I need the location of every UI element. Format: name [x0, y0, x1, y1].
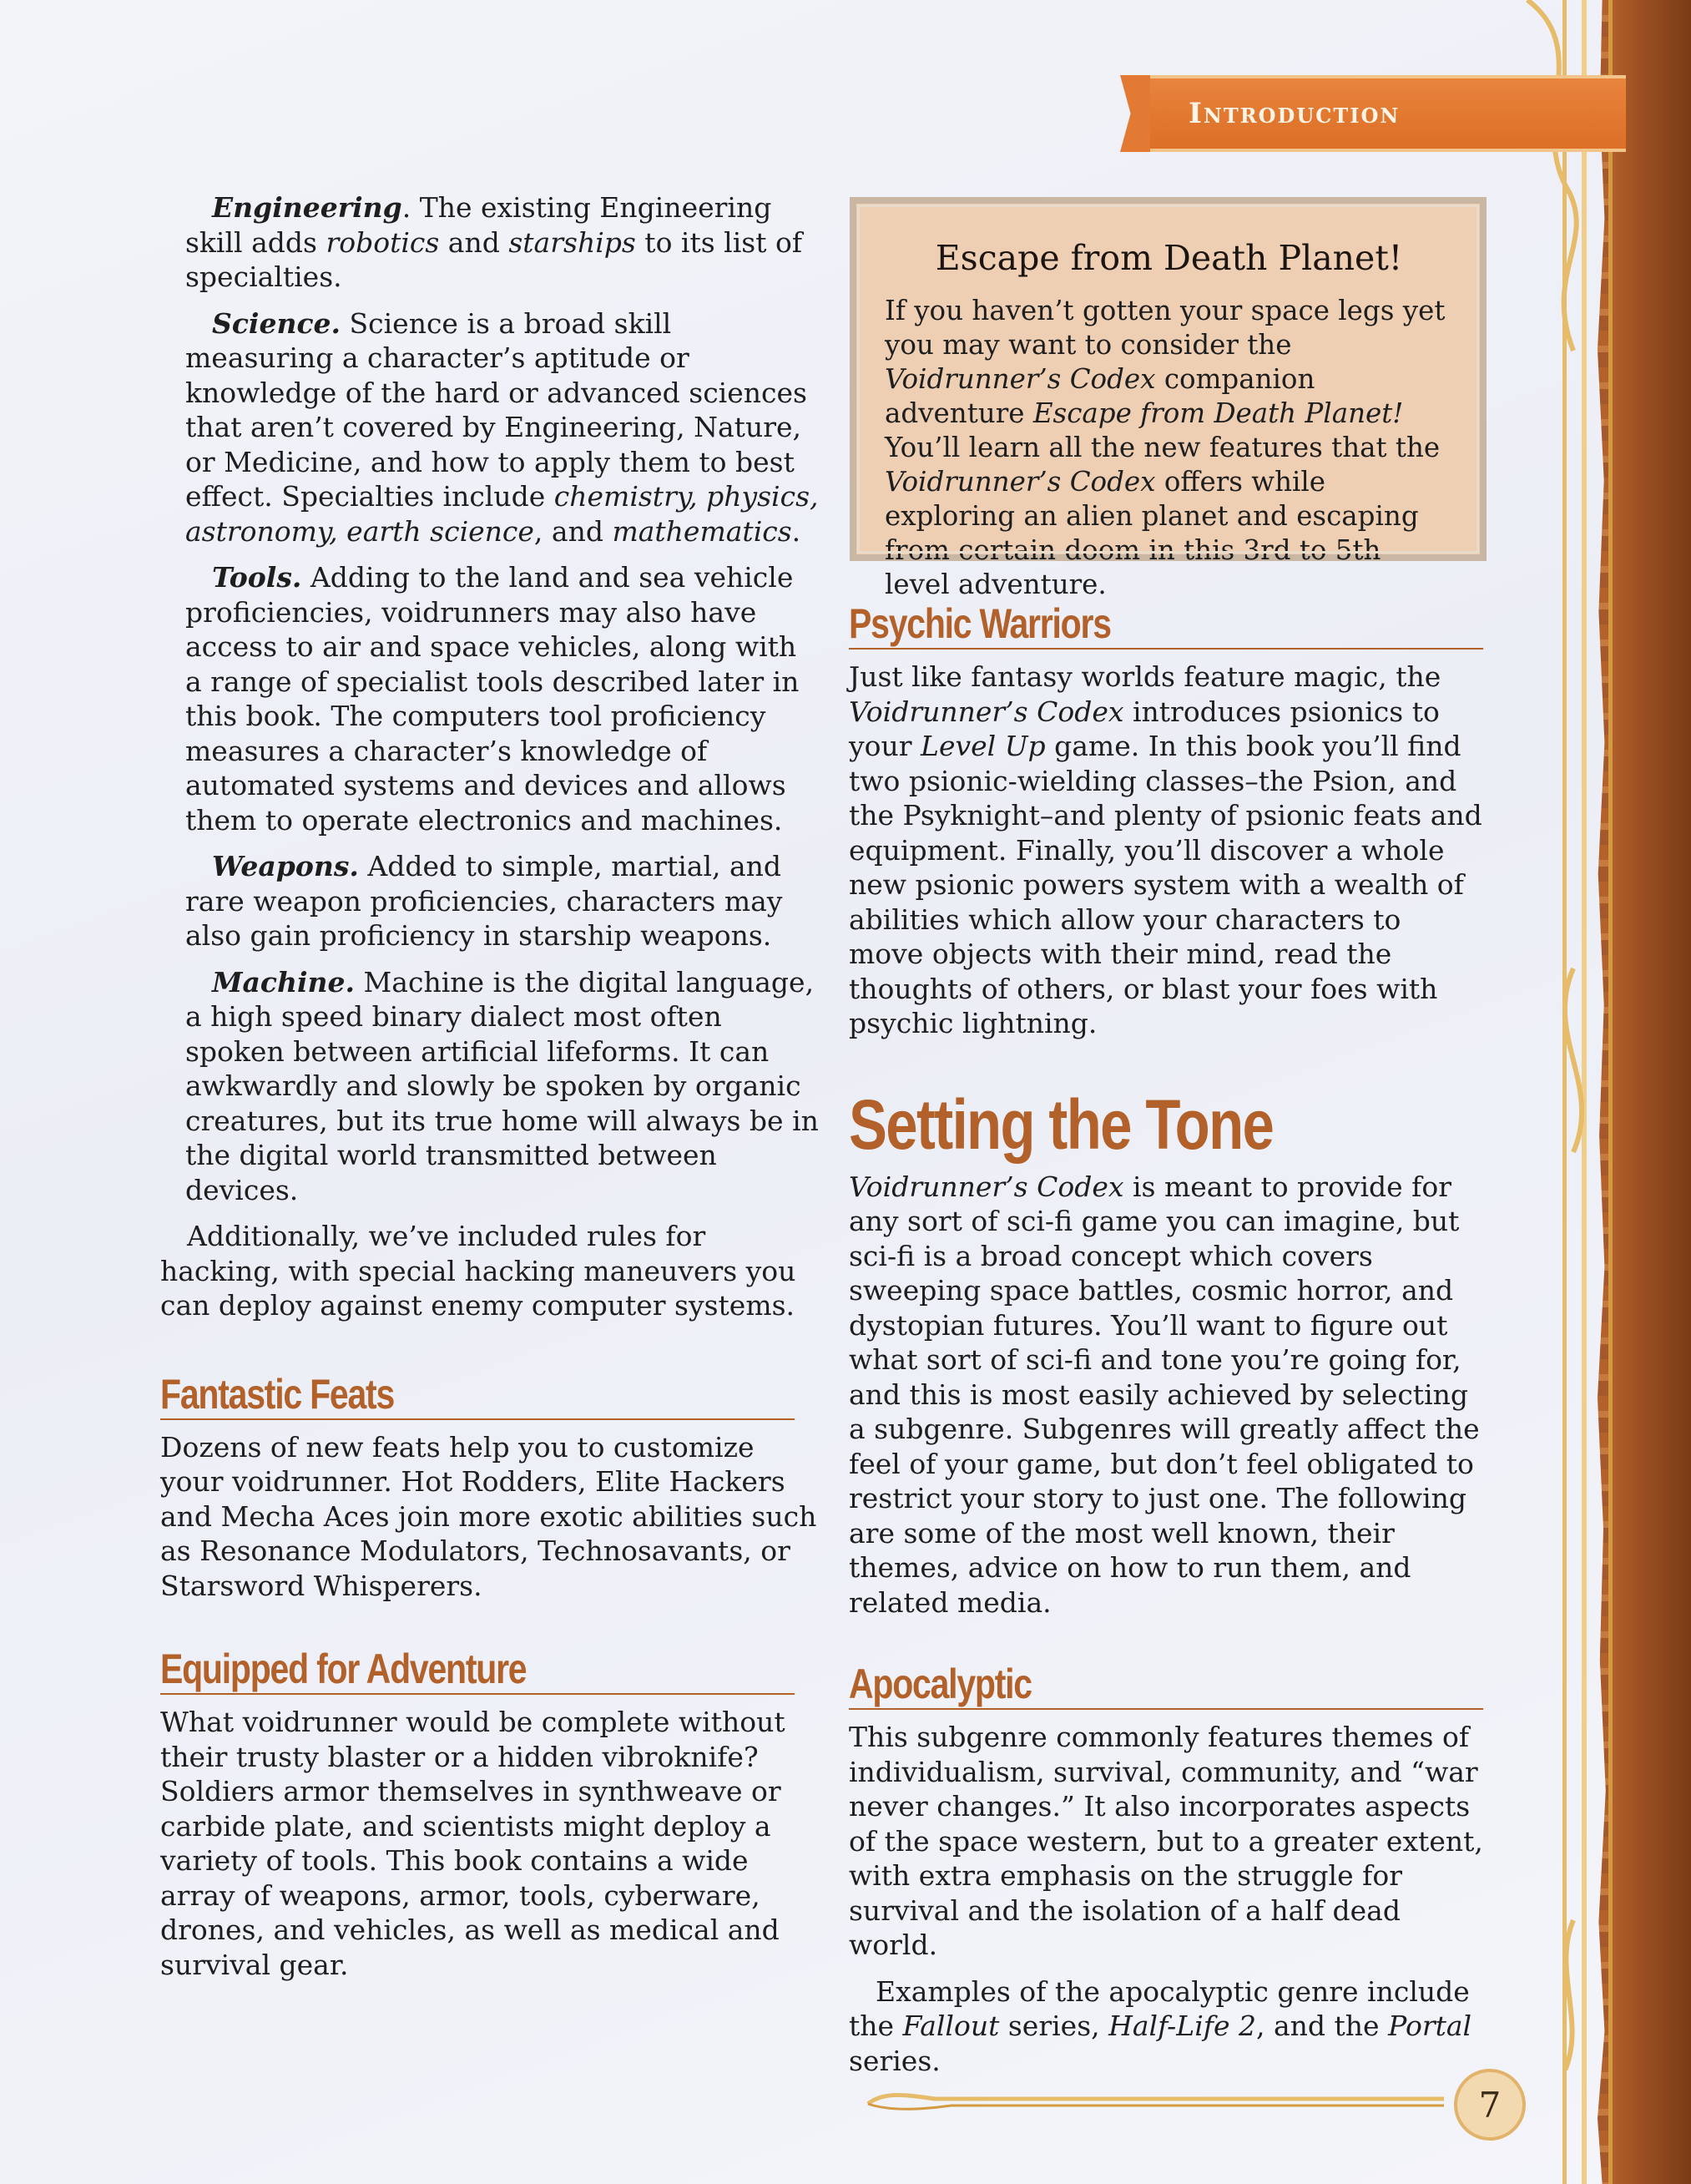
chapter-title: Introduction: [1189, 97, 1401, 130]
gold-ornament: [1494, 0, 1611, 2070]
equipped-paragraph: What voidrunner would be complete without their trusty blaster or a hidden vibroknife? Soldiers armor themselves in synthweave or carbide plate, and scientists might deploy a variety of tools. This book contains a wide array of weapons, armor, tools, cyberware, drones, and vehicles, as well as medical and survival gear.: [160, 1706, 785, 1981]
additionally-paragraph: Additionally, we’ve included rules for hacking, with special hacking maneuvers you can deploy against enemy computer systems.: [160, 1220, 796, 1322]
weapons-paragraph: Weapons. Added to simple, martial, and rare weapon proficiencies, characters may also gain proficiency in starship weapons.: [185, 850, 783, 952]
sidebar-box: [850, 197, 1487, 600]
tools-paragraph: Tools. Adding to the land and sea vehicle proficiencies, voidrunners may also have access to air and space vehicles, along with a range of specialist tools described later in this book. The computers tool proficiency measures a character’s knowledge of automated systems and devices and allows them to operate electronics and machines.: [185, 561, 800, 837]
apocalyptic-heading: Apocalyptic: [849, 1660, 1483, 1710]
science-paragraph: Science. Science is a broad skill measuring a character’s aptitude or knowledge of the hard or advanced sciences that aren’t covered by Engineering, Nature, or Medicine, and how to apply them to best effect. Specialties include chemistry, physics, astronomy, earth science, and mathematics.: [185, 306, 819, 548]
setting-the-tone-paragraph: Voidrunner’s Codex is meant to provide for any sort of sci-fi game you can imagine, but sci-fi is a broad concept which covers sweeping space battles, cosmic horror, and dystopian futures. You’ll want to figure out what sort of sci-fi and tone you’re going for, and this is most easily achieved by selecting a subgenre. Subgenres will greatly affect the feel of your game, but don’t feel obligated to restrict your story to just one. The following are some of the most well known, their themes, advice on how to run them, and related media.: [849, 1170, 1480, 1619]
chapter-banner: [1148, 75, 1626, 152]
page-edge-decoration: [1608, 0, 1691, 2184]
left-column: [160, 190, 820, 1994]
fantastic-feats-paragraph: Dozens of new feats help you to customize your voidrunner. Hot Rodders, Elite Hackers and Mecha Aces join more exotic abilities such as Resonance Modulators, Technosavants, or Starsword Whisperers.: [160, 1430, 817, 1602]
machine-paragraph: Machine. Machine is the digital language, a high speed binary dialect most often spoken between artificial lifeforms. It can awkwardly and slowly be spoken by organic creatures, but its true home will always be in the digital world transmitted between devices.: [185, 965, 819, 1206]
right-column: [849, 599, 1483, 2090]
equipped-heading: Equipped for Adventure: [160, 1645, 795, 1695]
setting-the-tone-heading: Setting the Tone: [849, 1084, 1274, 1164]
page-number: 7: [1454, 2069, 1526, 2141]
sidebar-paragraph: If you haven’t gotten your space legs yet you may want to consider the Voidrunner’s Codex companion adventure Escape from Death Planet! You’ll learn all the new features that the Voidrunner’s Codex offers while exploring an alien planet and escaping from certain doom in this 3rd to 5th level adventure.: [885, 295, 1446, 600]
psychic-warriors-paragraph: Just like fantasy worlds feature magic, the Voidrunner’s Codex introduces psionics to your Level Up game. In this book you’ll find two psionic-wielding classes–the Psion, and the Psyknight–and plenty of psionic feats and equipment. Finally, you’ll discover a whole new psionic powers system with a wealth of abilities which allow your characters to move objects with their mind, read the thoughts of others, or blast your foes with psychic lightning.: [849, 660, 1482, 1039]
apocalyptic-paragraph: This subgenre commonly features themes of individualism, survival, community, and “war never changes.” It also incorporates aspects of the space western, but to a greater extent, with extra emphasis on the struggle for survival and the isolation of a half dead world.: [849, 1721, 1483, 1961]
fantastic-feats-heading: Fantastic Feats: [160, 1370, 795, 1420]
psychic-warriors-heading: Psychic Warriors: [849, 599, 1483, 650]
sidebar-title: Escape from Death Planet!: [935, 238, 1403, 278]
apocalyptic-examples-paragraph: Examples of the apocalyptic genre include the Fallout series, Half-Life 2, and the Portal series.: [849, 1974, 1472, 2077]
engineering-paragraph: Engineering. The existing Engineering skill adds robotics and starships to its list of specialties.: [185, 191, 803, 293]
